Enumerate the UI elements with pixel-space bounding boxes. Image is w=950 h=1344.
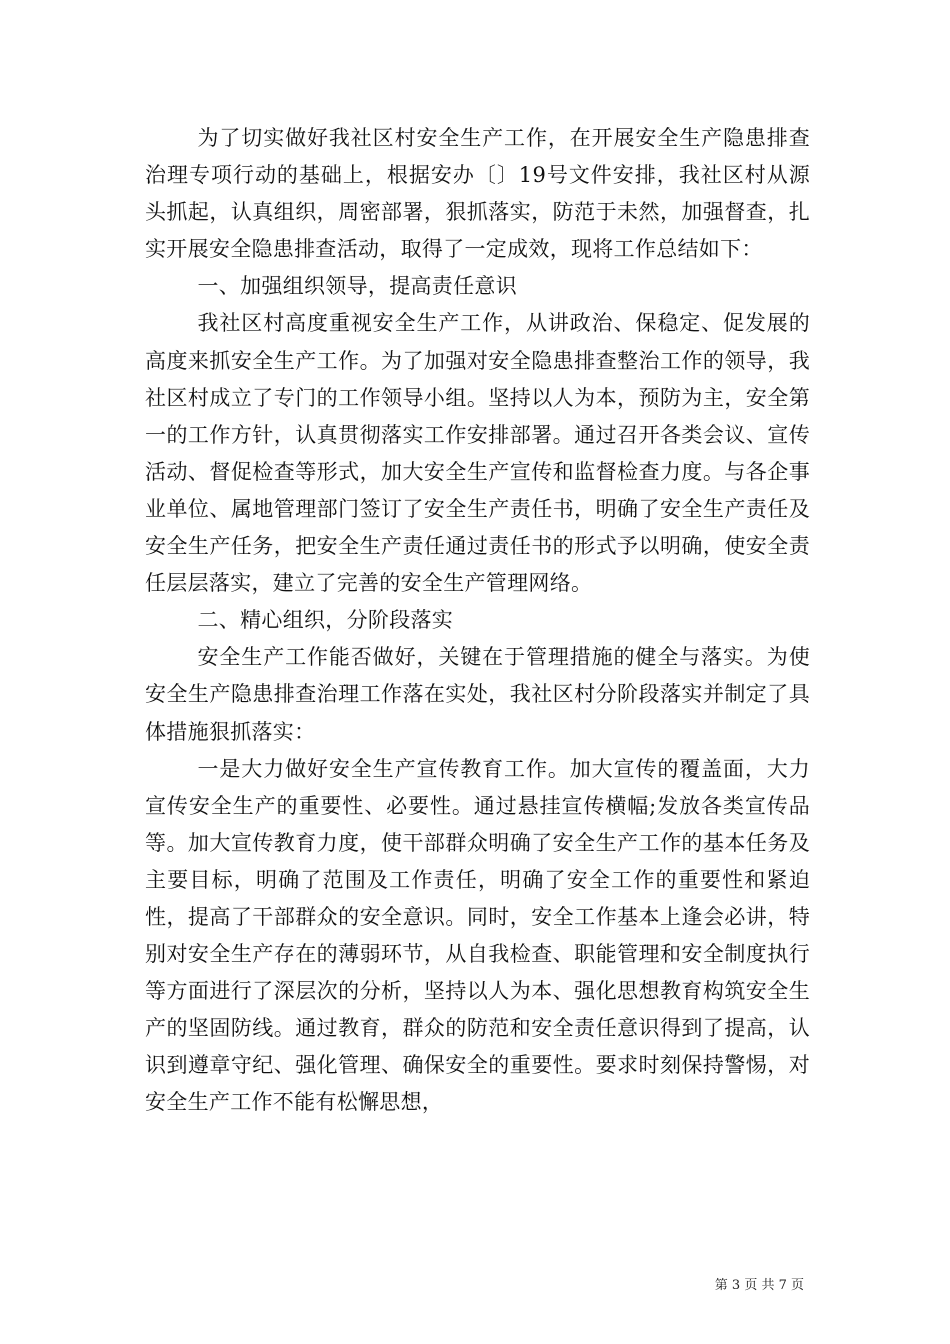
document-body — [145, 120, 810, 1122]
intro-paragraph: 为了切实做好我社区村安全生产工作，在开展安全生产隐患排查治理专项行动的基础上，根据安办〔〕19号文件安排，我社区村从源头抓起，认真组织，周密部署，狠抓落实，防范于未然，加强督查，扎实开展安全隐患排查活动，取得了一定成效，现将工作总结如下： — [145, 126, 810, 262]
section-heading-1: 一、加强组织领导，提高责任意识 — [197, 274, 517, 299]
section-2-paragraph: 安全生产工作能否做好，关键在于管理措施的健全与落实。为使安全生产隐患排查治理工作落在实处，我社区村分阶段落实并制定了具体措施狠抓落实： — [145, 645, 810, 744]
section-2-item-1-paragraph: 一是大力做好安全生产宣传教育工作。加大宣传的覆盖面，大力宣传安全生产的重要性、必要性。通过悬挂宣传横幅;发放各类宣传品等。加大宣传教育力度，使干部群众明确了安全生产工作的基本任务及主要目标，明确了范围及工作责任，明确了安全工作的重要性和紧迫性，提高了干部群众的安全意识。同时，安全工作基本上逢会必讲，特别对安全生产存在的薄弱环节，从自我检查、职能管理和安全制度执行等方面进行了深层次的分析，坚持以人为本、强化思想教育构筑安全生产的坚固防线。通过教育，群众的防范和安全责任意识得到了提高，认识到遵章守纪、强化管理、确保安全的重要性。要求时刻保持警惕，对安全生产工作不能有松懈思想， — [145, 756, 810, 1115]
section-1-paragraph: 我社区村高度重视安全生产工作，从讲政治、保稳定、促发展的高度来抓安全生产工作。为了加强对安全隐患排查整治工作的领导，我社区村成立了专门的工作领导小组。坚持以人为本，预防为主，安全第一的工作方针，认真贯彻落实工作安排部署。通过召开各类会议、宣传活动、督促检查等形式，加大安全生产宣传和监督检查力度。与各企事业单位、属地管理部门签订了安全生产责任书，明确了安全生产责任及安全生产任务，把安全生产责任通过责任书的形式予以明确，使安全责任层层落实，建立了完善的安全生产管理网络。 — [145, 311, 810, 596]
page-number-footer: 第 3 页 共 7 页 — [714, 1278, 804, 1293]
section-heading-2: 二、精心组织，分阶段落实 — [197, 608, 454, 633]
